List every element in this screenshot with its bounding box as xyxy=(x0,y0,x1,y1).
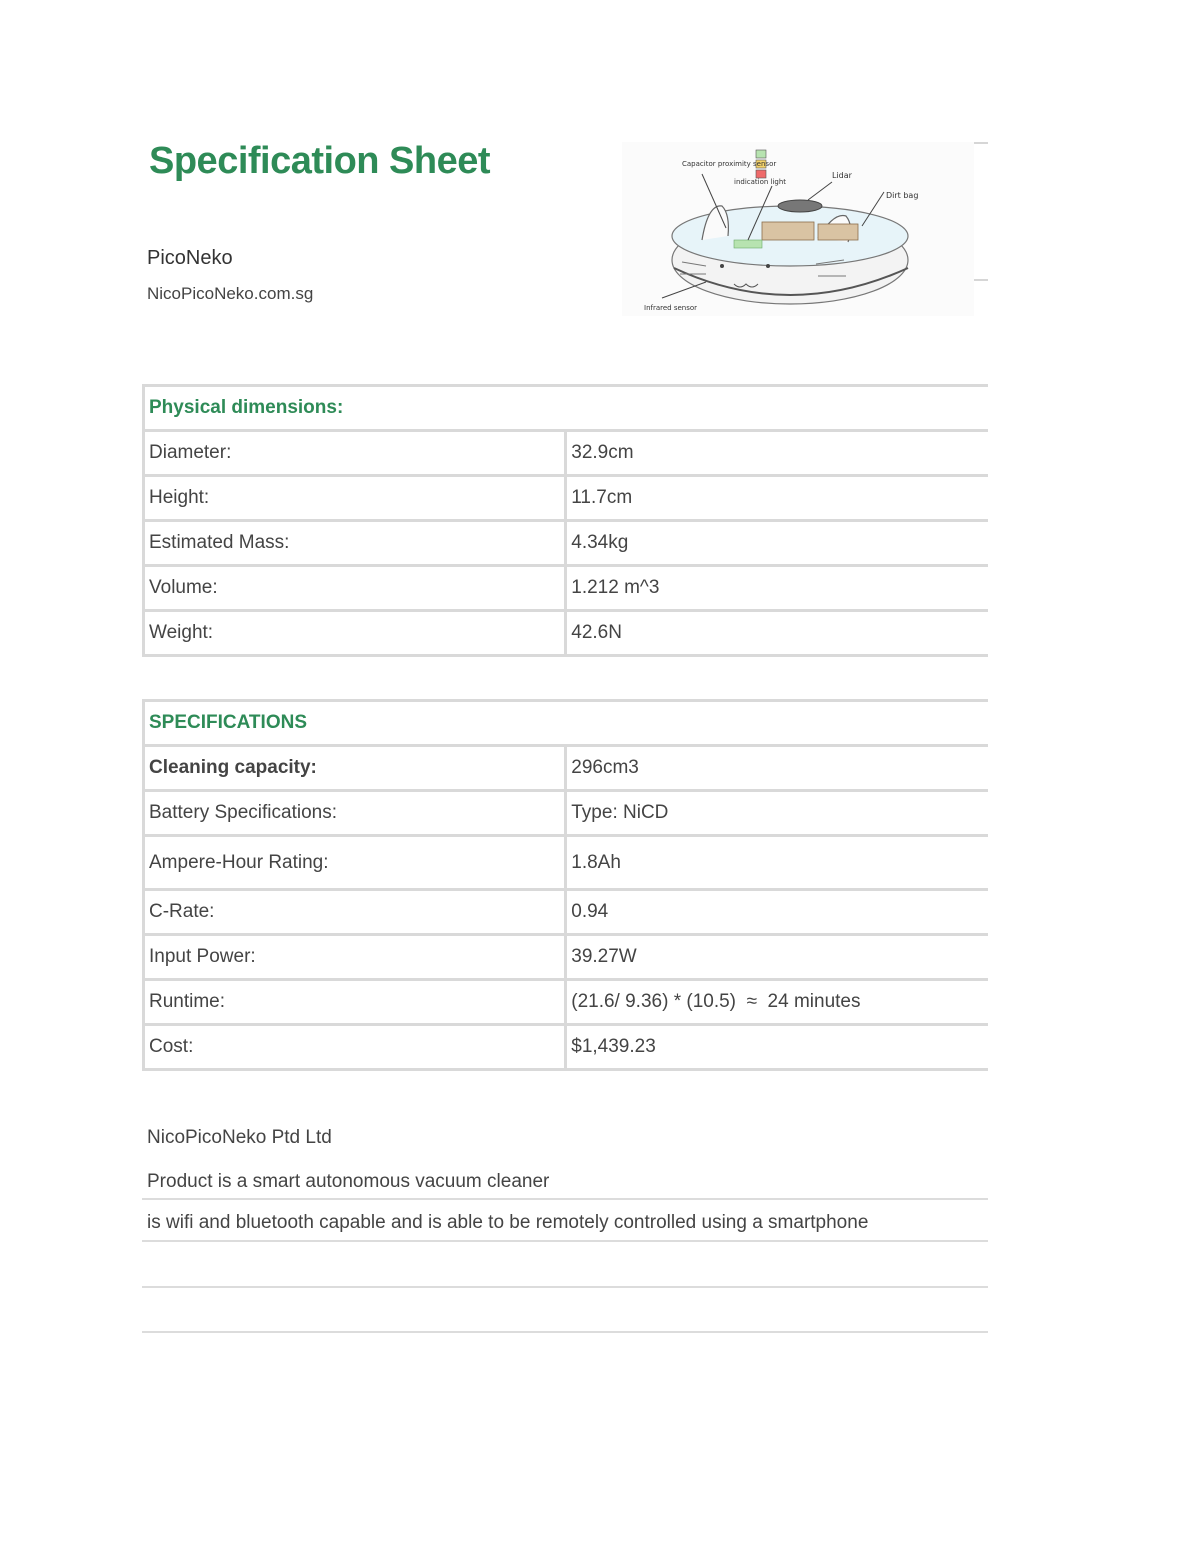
row-value: 39.27W xyxy=(566,935,988,980)
row-value: Type: NiCD xyxy=(566,791,988,836)
table-row xyxy=(144,836,989,890)
row-value: 1.212 m^3 xyxy=(566,566,988,611)
note-line-empty xyxy=(142,1291,988,1333)
physical-dimensions-heading: Physical dimensions: xyxy=(144,386,989,431)
notes-section xyxy=(142,1118,988,1333)
row-label: Height: xyxy=(144,476,566,521)
table-row xyxy=(144,935,989,980)
table-header-row xyxy=(144,386,989,431)
label-dirt-bag: Dirt bag xyxy=(886,191,919,200)
note-line-empty xyxy=(142,1246,988,1288)
row-label: C-Rate: xyxy=(144,890,566,935)
row-value: (21.6/ 9.36) * (10.5) ≈ 24 minutes xyxy=(566,980,988,1025)
company-full-name: NicoPicoNeko Ptd Ltd xyxy=(147,1127,332,1148)
note-line: is wifi and bluetooth capable and is able to be remotely controlled using a smartphone xyxy=(142,1200,988,1242)
row-value: 42.6N xyxy=(566,611,988,656)
table-row xyxy=(144,611,989,656)
specifications-heading: SPECIFICATIONS xyxy=(144,701,989,746)
row-value: 32.9cm xyxy=(566,431,988,476)
row-label: Diameter: xyxy=(144,431,566,476)
row-label: Input Power: xyxy=(144,935,566,980)
row-label: Runtime: xyxy=(144,980,566,1025)
company-website: NicoPicoNeko.com.sg xyxy=(147,284,314,303)
table-row xyxy=(144,566,989,611)
table-row xyxy=(144,431,989,476)
row-label: Volume: xyxy=(144,566,566,611)
row-label: Estimated Mass: xyxy=(144,521,566,566)
row-value: 296cm3 xyxy=(566,746,988,791)
edge-tick xyxy=(974,279,988,281)
note-line: Product is a smart autonomous vacuum cleaner xyxy=(142,1160,988,1200)
row-label: Cost: xyxy=(144,1025,566,1070)
robot-vacuum-sketch xyxy=(622,142,974,316)
row-label: Battery Specifications: xyxy=(144,791,566,836)
edge-tick xyxy=(974,142,988,144)
table-row xyxy=(144,890,989,935)
row-value: 11.7cm xyxy=(566,476,988,521)
table-row xyxy=(144,980,989,1025)
label-indication-light: indication light xyxy=(734,178,787,186)
row-value: 0.94 xyxy=(566,890,988,935)
label-proximity-sensor: Capacitor proximity sensor xyxy=(682,160,777,168)
physical-dimensions-table xyxy=(142,384,988,657)
row-value: $1,439.23 xyxy=(566,1025,988,1070)
specifications-table xyxy=(142,699,988,1071)
label-lidar: Lidar xyxy=(832,171,852,180)
company-name: PicoNeko xyxy=(147,247,233,269)
table-row xyxy=(144,521,989,566)
table-row xyxy=(144,476,989,521)
row-label: Weight: xyxy=(144,611,566,656)
row-value: 4.34kg xyxy=(566,521,988,566)
label-infrared-sensor: Infrared sensor xyxy=(644,304,698,312)
row-label: Cleaning capacity: xyxy=(144,746,566,791)
row-label: Ampere-Hour Rating: xyxy=(144,836,566,890)
table-header-row xyxy=(144,701,989,746)
table-row xyxy=(144,746,989,791)
page-title: Specification Sheet xyxy=(149,140,491,182)
table-row xyxy=(144,1025,989,1070)
table-row xyxy=(144,791,989,836)
row-value: 1.8Ah xyxy=(566,836,988,890)
